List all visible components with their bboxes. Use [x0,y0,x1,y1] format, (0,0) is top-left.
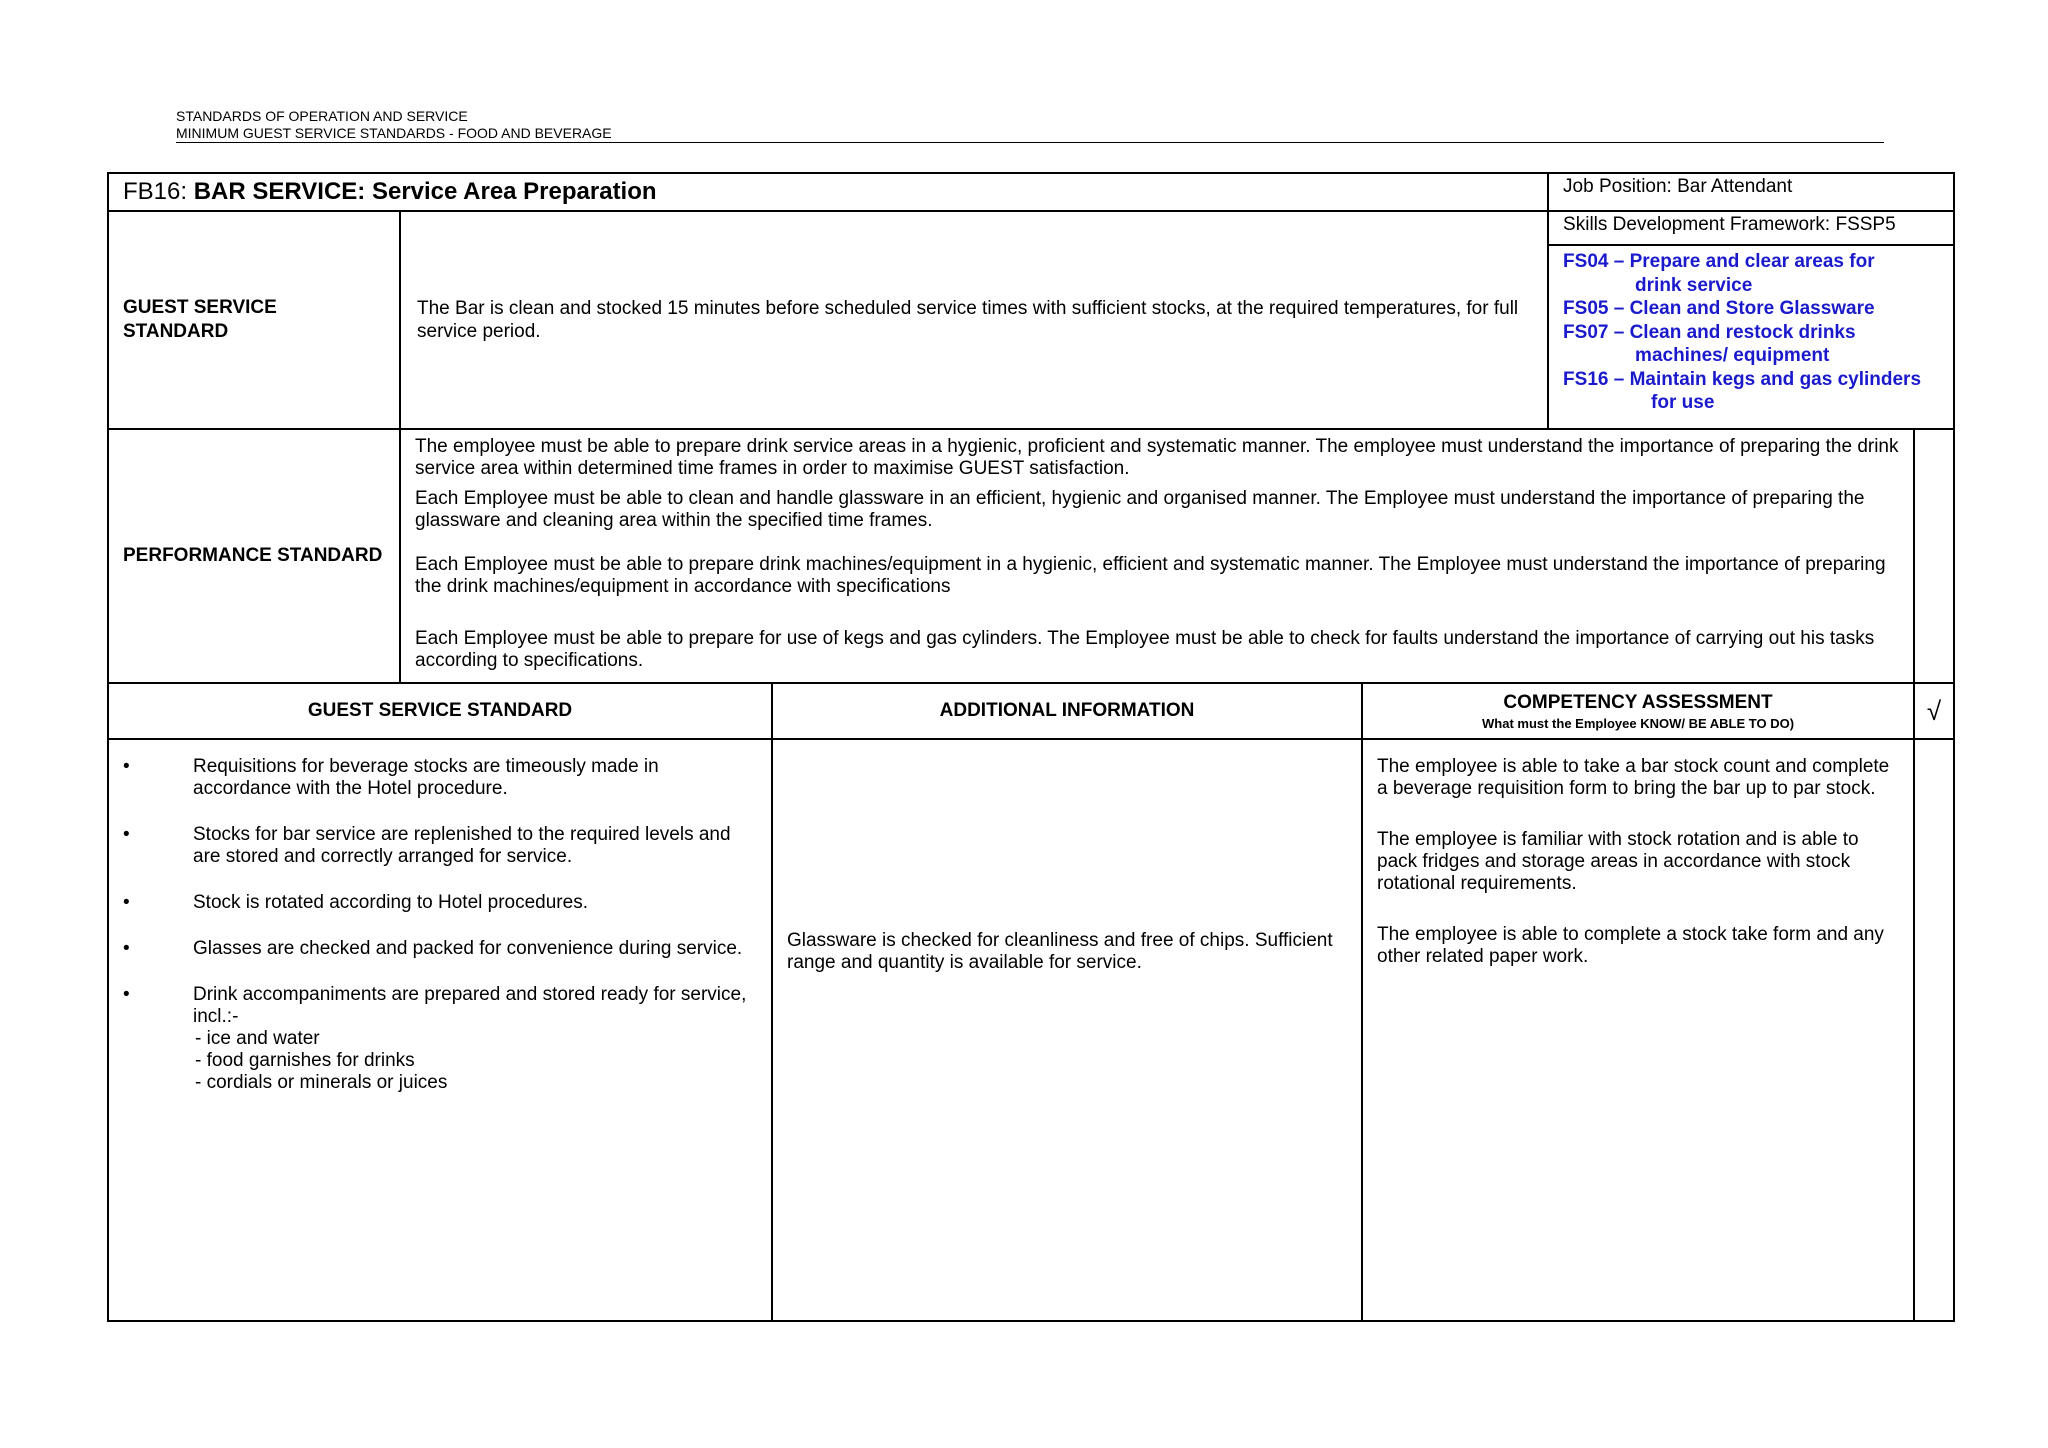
competency-subtitle: What must the Employee KNOW/ BE ABLE TO DO) [1482,715,1795,731]
col-guest-service-standard: GUEST SERVICE STANDARD [108,683,772,739]
column-header-row [108,683,1954,739]
standards-table [107,172,1955,1322]
fs-item: FS16 – Maintain kegs and gas cylinders for use [1563,368,1922,413]
col-competency-assessment: COMPETENCY ASSESSMENT What must the Employee KNOW/ BE ABLE TO DO) [1362,683,1914,739]
title-code: FB16: [123,178,188,205]
additional-information-cell [772,739,1362,1321]
competency-cell [1362,739,1914,1321]
list-item: • Glasses are checked and packed for convenience during service. [123,938,743,959]
checkmark-header: √ [1914,683,1954,739]
performance-paragraph: Each Employee must be able to prepare drink machines/equipment in a hygienic, efficient and systematic manner. The Employee must understand the importance of preparing the drink machines/equipment in accordance with specifications [415,554,1886,597]
fs-item: FS04 – Prepare and clear areas for drink service [1563,251,1875,296]
guest-standard-row-a [108,211,1954,245]
additional-information-text: Glassware is checked for cleanliness and free of chips. Sufficient range and quantity is available for service. [787,930,1333,973]
checkmark-cell [1914,739,1954,1321]
guest-items-list [109,756,771,1094]
list-item: • Stock is rotated according to Hotel procedures. [123,892,588,913]
performance-standard-text [400,429,1914,683]
fs-item: FS05 – Clean and Store Glassware [1563,298,1875,319]
competency-item: The employee is familiar with stock rotation and is able to pack fridges and storage areas in accordance with stock rotational requirements. [1377,829,1859,894]
page-header [176,108,1884,143]
performance-standard-row [108,429,1954,683]
list-item: • Requisitions for beverage stocks are timeously made in accordance with the Hotel procedure. [123,756,659,799]
guest-service-standard-text: The Bar is clean and stocked 15 minutes before scheduled service times with sufficient stocks, at the required temperatures, for full service period. [400,211,1548,429]
guest-service-standard-label: GUEST SERVICE STANDARD [108,211,400,429]
skills-framework: Skills Development Framework: FSSP5 [1548,211,1954,245]
job-position: Job Position: Bar Attendant [1548,173,1954,211]
accompaniment-item: - ice and water [195,1028,320,1049]
col-additional-information: ADDITIONAL INFORMATION [772,683,1362,739]
title-name: BAR SERVICE: Service Area Preparation [193,178,657,205]
fs-list [1548,245,1954,429]
fs-item: FS07 – Clean and restock drinks machines/ equipment [1563,321,1856,366]
competency-item: The employee is able to take a bar stock count and complete a beverage requisition form to bring the bar up to par stock. [1377,756,1890,799]
content-row [108,739,1954,1321]
header-line2: MINIMUM GUEST SERVICE STANDARDS - FOOD AND BEVERAGE [176,125,1884,143]
title-row [108,173,1954,211]
list-item: • Drink accompaniments are prepared and stored ready for service, incl.:- - ice and water - food garnishes for drinks - cordials or minerals or juices [123,984,759,1094]
list-item: • Stocks for bar service are replenished to the required levels and are stored and correctly arranged for service. [123,824,731,867]
guest-service-items [108,739,772,1321]
performance-paragraph: Each Employee must be able to clean and handle glassware in an efficient, hygienic and organised manner. The Employee must understand the importance of preparing the glassware and cleaning area within the specified time frames. [415,488,1865,531]
competency-item: The employee is able to complete a stock take form and any other related paper work. [1377,924,1884,967]
performance-check-cell [1914,429,1954,683]
performance-paragraph: Each Employee must be able to prepare for use of kegs and gas cylinders. The Employee must be able to check for faults understand the importance of carrying out his tasks according to specifications. [415,628,1875,671]
accompaniment-item: - food garnishes for drinks [195,1050,415,1071]
header-line1: STANDARDS OF OPERATION AND SERVICE [176,108,468,124]
performance-paragraph: The employee must be able to prepare drink service areas in a hygienic, proficient and systematic manner. The employee must understand the importance of preparing the drink service area within determined time frames in order to maximise GUEST satisfaction. [415,436,1899,479]
document-title [108,173,1548,211]
accompaniment-item: - cordials or minerals or juices [195,1072,448,1093]
performance-standard-label: PERFORMANCE STANDARD [108,429,400,683]
